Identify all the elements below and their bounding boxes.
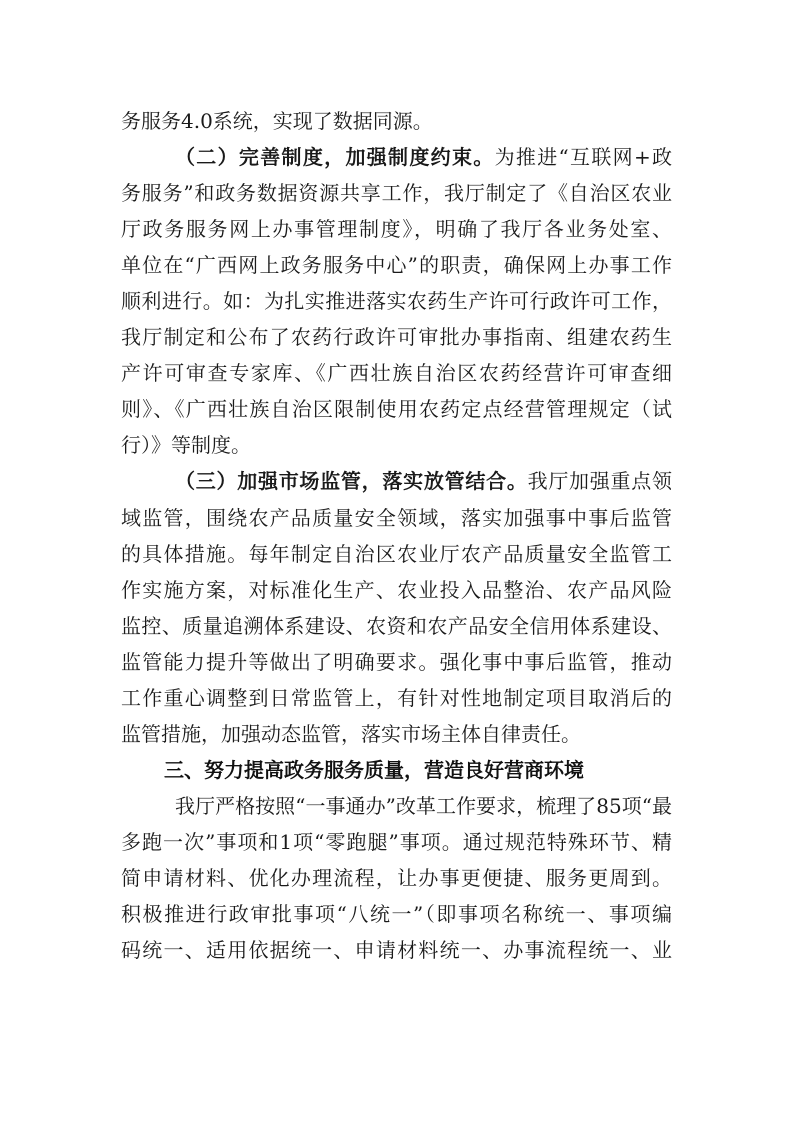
- text-line: 监管能力提升等做出了明确要求。强化事中事后监管，推动: [121, 650, 672, 674]
- section-heading: 三、努力提高政务服务质量，营造良好营商环境: [164, 758, 584, 782]
- text-line: 域监管，围绕农产品质量安全领域，落实加强事中事后监管: [121, 506, 672, 530]
- subsection-2-title: （二）完善制度，加强制度约束。: [175, 145, 495, 169]
- subsection-2-opening-line: [175, 139, 672, 175]
- text-line: 多跑一次”事项和1项“零跑腿”事项。通过规范特殊环节、精: [121, 830, 672, 854]
- text-run: 为推进“互联网+政: [494, 145, 673, 169]
- text-line: 顺利进行。如：为扎实推进落实农药生产许可行政许可工作，: [121, 289, 672, 313]
- text-line: 简申请材料、优化办理流程，让办事更便捷、服务更周到。: [121, 866, 672, 890]
- text-line: 行）》等制度。: [121, 433, 251, 457]
- text-line: 监管措施，加强动态监管，落实市场主体自律责任。: [121, 722, 581, 746]
- text-line: 务服务4.0系统，实现了数据同源。: [121, 109, 433, 133]
- text-line: 则》、《广西壮族自治区限制使用农药定点经营管理规定（试: [121, 397, 672, 421]
- text-run: 我厅加强重点领: [527, 469, 673, 493]
- text-line: 单位在“广西网上政务服务中心”的职责，确保网上办事工作: [121, 253, 672, 277]
- text-line: 产许可审查专家库、《广西壮族自治区农药经营许可审查细: [121, 361, 672, 385]
- text-line: 作实施方案，对标准化生产、农业投入品整治、农产品风险: [121, 578, 672, 602]
- text-line: 的具体措施。每年制定自治区农业厅农产品质量安全监管工: [121, 542, 672, 566]
- text-line: 工作重心调整到日常监管上，有针对性地制定项目取消后的: [121, 686, 672, 710]
- text-line: 厅政务服务网上办事管理制度》，明确了我厅各业务处室、: [121, 217, 672, 241]
- subsection-3-opening-line: [175, 463, 672, 499]
- text-line: 我厅严格按照“一事通办”改革工作要求，梳理了85项“最: [175, 794, 672, 818]
- text-line: 我厅制定和公布了农药行政许可审批办事指南、组建农药生: [121, 325, 672, 349]
- text-line: 监控、质量追溯体系建设、农资和农产品安全信用体系建设、: [121, 614, 672, 638]
- text-line: 务服务”和政务数据资源共享工作，我厅制定了《自治区农业: [121, 181, 672, 205]
- text-line: 码统一、适用依据统一、申请材料统一、办事流程统一、业: [121, 938, 672, 962]
- subsection-3-title: （三）加强市场监管，落实放管结合。: [175, 469, 528, 493]
- text-line: 积极推进行政审批事项“八统一”（即事项名称统一、事项编: [121, 902, 672, 926]
